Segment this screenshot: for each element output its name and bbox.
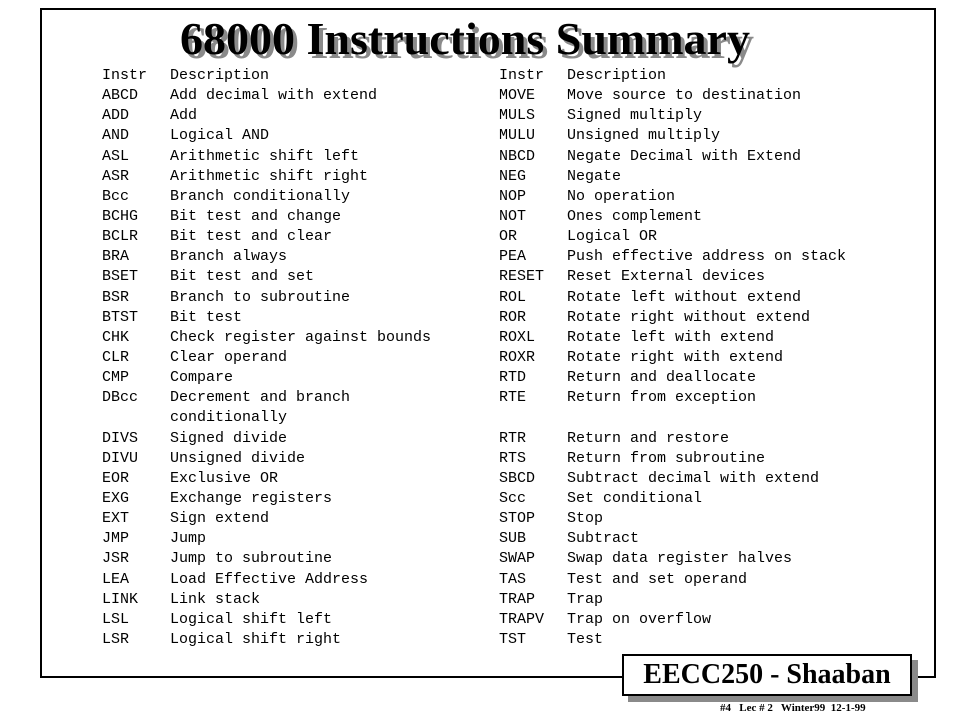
header-description: Description <box>567 67 667 84</box>
table-row <box>499 167 846 187</box>
header-instr: Instr <box>499 67 545 84</box>
instruction-description: Trap <box>567 590 604 608</box>
instruction-description: Stop <box>567 510 604 528</box>
instruction-code: CLR <box>102 348 130 366</box>
instruction-description: Return and deallocate <box>567 369 757 387</box>
table-row <box>499 126 846 146</box>
table-row <box>499 509 846 529</box>
instruction-code: RTD <box>499 369 527 387</box>
table-header <box>499 66 846 86</box>
instruction-code: SUB <box>499 530 527 548</box>
instruction-code: RTE <box>499 389 527 407</box>
instruction-description: Link stack <box>170 590 261 608</box>
table-row <box>499 388 846 408</box>
instruction-description: Exclusive OR <box>170 469 279 487</box>
instruction-description: Logical shift right <box>170 630 342 648</box>
instruction-code: RTS <box>499 449 527 467</box>
instruction-description: Subtract decimal with extend <box>567 469 820 487</box>
instruction-description: Return from subroutine <box>567 449 766 467</box>
instruction-code: DIVS <box>102 429 139 447</box>
instruction-code: SBCD <box>499 469 536 487</box>
table-row <box>102 86 431 106</box>
table-row <box>102 449 431 469</box>
table-row <box>499 610 846 630</box>
table-row <box>499 106 846 126</box>
instruction-description: Exchange registers <box>170 489 333 507</box>
table-row <box>102 529 431 549</box>
instruction-description: Load Effective Address <box>170 570 369 588</box>
instruction-code: ROXR <box>499 348 536 366</box>
instruction-description: Add decimal with extend <box>170 87 378 105</box>
table-row <box>102 126 431 146</box>
instruction-description: Arithmetic shift right <box>170 167 369 185</box>
table-row <box>499 489 846 509</box>
table-row <box>499 630 846 650</box>
instruction-description: Negate Decimal with Extend <box>567 147 802 165</box>
table-row <box>499 348 846 368</box>
instruction-description: Return from exception <box>567 389 757 407</box>
table-row <box>102 590 431 610</box>
instruction-code: NOT <box>499 207 527 225</box>
instruction-description: Sign extend <box>170 510 270 528</box>
instruction-code: ABCD <box>102 87 139 105</box>
instruction-code: TST <box>499 630 527 648</box>
instruction-description: Test and set operand <box>567 570 748 588</box>
table-row <box>102 328 431 348</box>
instruction-description: Compare <box>170 369 234 387</box>
course-badge: EECC250 - Shaaban <box>622 654 912 696</box>
instruction-code: BCLR <box>102 228 139 246</box>
instruction-description: Check register against bounds <box>170 328 432 346</box>
table-row <box>499 408 846 428</box>
instruction-description: Branch always <box>170 248 288 266</box>
instruction-description: Swap data register halves <box>567 550 793 568</box>
instruction-code: EXG <box>102 489 130 507</box>
instruction-description: Test <box>567 630 604 648</box>
slide-footer: #4 Lec # 2 Winter99 12-1-99 <box>720 702 866 714</box>
instruction-code: NBCD <box>499 147 536 165</box>
instruction-code: BRA <box>102 248 130 266</box>
instruction-description: Rotate right without extend <box>567 308 811 326</box>
table-row <box>499 429 846 449</box>
instruction-code: LSR <box>102 630 130 648</box>
instruction-code: EXT <box>102 510 130 528</box>
instruction-code <box>499 408 567 428</box>
instruction-code: BSET <box>102 268 139 286</box>
instruction-description: Branch conditionally <box>170 187 351 205</box>
instruction-description: Logical AND <box>170 127 270 145</box>
instruction-description: Arithmetic shift left <box>170 147 360 165</box>
instruction-description: Logical shift left <box>170 610 333 628</box>
table-header <box>102 66 431 86</box>
instruction-code: CHK <box>102 328 130 346</box>
table-row <box>499 549 846 569</box>
instruction-code: NOP <box>499 187 527 205</box>
instruction-code: SWAP <box>499 550 536 568</box>
instruction-code: AND <box>102 127 130 145</box>
instruction-description: No operation <box>567 187 676 205</box>
instruction-description: Push effective address on stack <box>567 248 847 266</box>
instruction-description: Rotate left without extend <box>567 288 802 306</box>
instruction-code: MULU <box>499 127 536 145</box>
table-row <box>102 227 431 247</box>
instruction-description: Trap on overflow <box>567 610 712 628</box>
table-row <box>102 610 431 630</box>
table-row <box>499 570 846 590</box>
table-row <box>499 288 846 308</box>
table-row <box>499 207 846 227</box>
instruction-description: Reset External devices <box>567 268 766 286</box>
table-row <box>102 549 431 569</box>
table-row <box>102 388 431 408</box>
instruction-description: Add <box>170 107 198 125</box>
table-row <box>102 368 431 388</box>
instruction-code: CMP <box>102 369 130 387</box>
instruction-code: STOP <box>499 510 536 528</box>
instruction-description: Jump to subroutine <box>170 550 333 568</box>
table-row <box>499 529 846 549</box>
instruction-description: Negate <box>567 167 622 185</box>
table-row <box>499 227 846 247</box>
instruction-code: RESET <box>499 268 545 286</box>
table-row <box>499 469 846 489</box>
table-row <box>102 288 431 308</box>
table-row <box>102 408 431 428</box>
instruction-code: TRAPV <box>499 610 545 628</box>
table-row <box>499 247 846 267</box>
instruction-description: Subtract <box>567 530 640 548</box>
instruction-description: conditionally <box>170 409 288 427</box>
instruction-description: Jump <box>170 530 207 548</box>
table-row <box>499 187 846 207</box>
table-row <box>102 570 431 590</box>
instruction-code: MULS <box>499 107 536 125</box>
instruction-code: LINK <box>102 590 139 608</box>
instruction-code: ROR <box>499 308 527 326</box>
instruction-description: Rotate right with extend <box>567 348 784 366</box>
table-row <box>102 489 431 509</box>
instruction-description: Signed multiply <box>567 107 703 125</box>
slide-title: 68000 Instructions Summary <box>180 13 750 64</box>
instruction-code: MOVE <box>499 87 536 105</box>
instruction-description: Bit test <box>170 308 243 326</box>
table-row <box>499 368 846 388</box>
instruction-description: Bit test and clear <box>170 228 333 246</box>
instruction-code: DBcc <box>102 389 139 407</box>
instruction-description: Unsigned divide <box>170 449 306 467</box>
instruction-description: Bit test and set <box>170 268 315 286</box>
header-instr: Instr <box>102 67 148 84</box>
table-row <box>102 207 431 227</box>
instruction-description: Logical OR <box>567 228 658 246</box>
table-row <box>102 167 431 187</box>
instruction-code: EOR <box>102 469 130 487</box>
instruction-code <box>102 408 170 428</box>
table-row <box>102 267 431 287</box>
table-row <box>499 328 846 348</box>
instruction-description: Ones complement <box>567 207 703 225</box>
table-row <box>102 187 431 207</box>
instruction-code: NEG <box>499 167 527 185</box>
table-row <box>102 469 431 489</box>
instruction-table-left <box>102 66 431 650</box>
table-row <box>102 147 431 167</box>
instruction-code: JMP <box>102 530 130 548</box>
table-row <box>102 308 431 328</box>
instruction-description: Unsigned multiply <box>567 127 721 145</box>
instruction-description: Branch to subroutine <box>170 288 351 306</box>
instruction-description: Return and restore <box>567 429 730 447</box>
instruction-code: BSR <box>102 288 130 306</box>
instruction-table-right <box>499 66 846 650</box>
instruction-code: RTR <box>499 429 527 447</box>
instruction-code: JSR <box>102 550 130 568</box>
instruction-code: Bcc <box>102 187 130 205</box>
table-row <box>499 308 846 328</box>
table-row <box>102 509 431 529</box>
instruction-code: LSL <box>102 610 130 628</box>
instruction-code: ROL <box>499 288 527 306</box>
table-row <box>102 429 431 449</box>
instruction-code: Scc <box>499 489 527 507</box>
instruction-code: PEA <box>499 248 527 266</box>
header-description: Description <box>170 67 270 84</box>
instruction-code: TRAP <box>499 590 536 608</box>
table-row <box>102 247 431 267</box>
instruction-description: Signed divide <box>170 429 288 447</box>
instruction-description: Clear operand <box>170 348 288 366</box>
table-row <box>102 106 431 126</box>
table-row <box>102 348 431 368</box>
table-row <box>499 267 846 287</box>
instruction-description: Bit test and change <box>170 207 342 225</box>
instruction-code: OR <box>499 228 518 246</box>
instruction-description: Rotate left with extend <box>567 328 775 346</box>
instruction-code: DIVU <box>102 449 139 467</box>
instruction-description: Decrement and branch <box>170 389 351 407</box>
instruction-code: ASR <box>102 167 130 185</box>
instruction-description: Move source to destination <box>567 87 802 105</box>
table-row <box>499 449 846 469</box>
instruction-code: ASL <box>102 147 130 165</box>
table-row <box>102 630 431 650</box>
instruction-code: LEA <box>102 570 130 588</box>
table-row <box>499 590 846 610</box>
instruction-code: ADD <box>102 107 130 125</box>
table-row <box>499 86 846 106</box>
instruction-code: BTST <box>102 308 139 326</box>
table-row <box>499 147 846 167</box>
instruction-code: BCHG <box>102 207 139 225</box>
instruction-description: Set conditional <box>567 489 703 507</box>
instruction-code: TAS <box>499 570 527 588</box>
instruction-code: ROXL <box>499 328 536 346</box>
